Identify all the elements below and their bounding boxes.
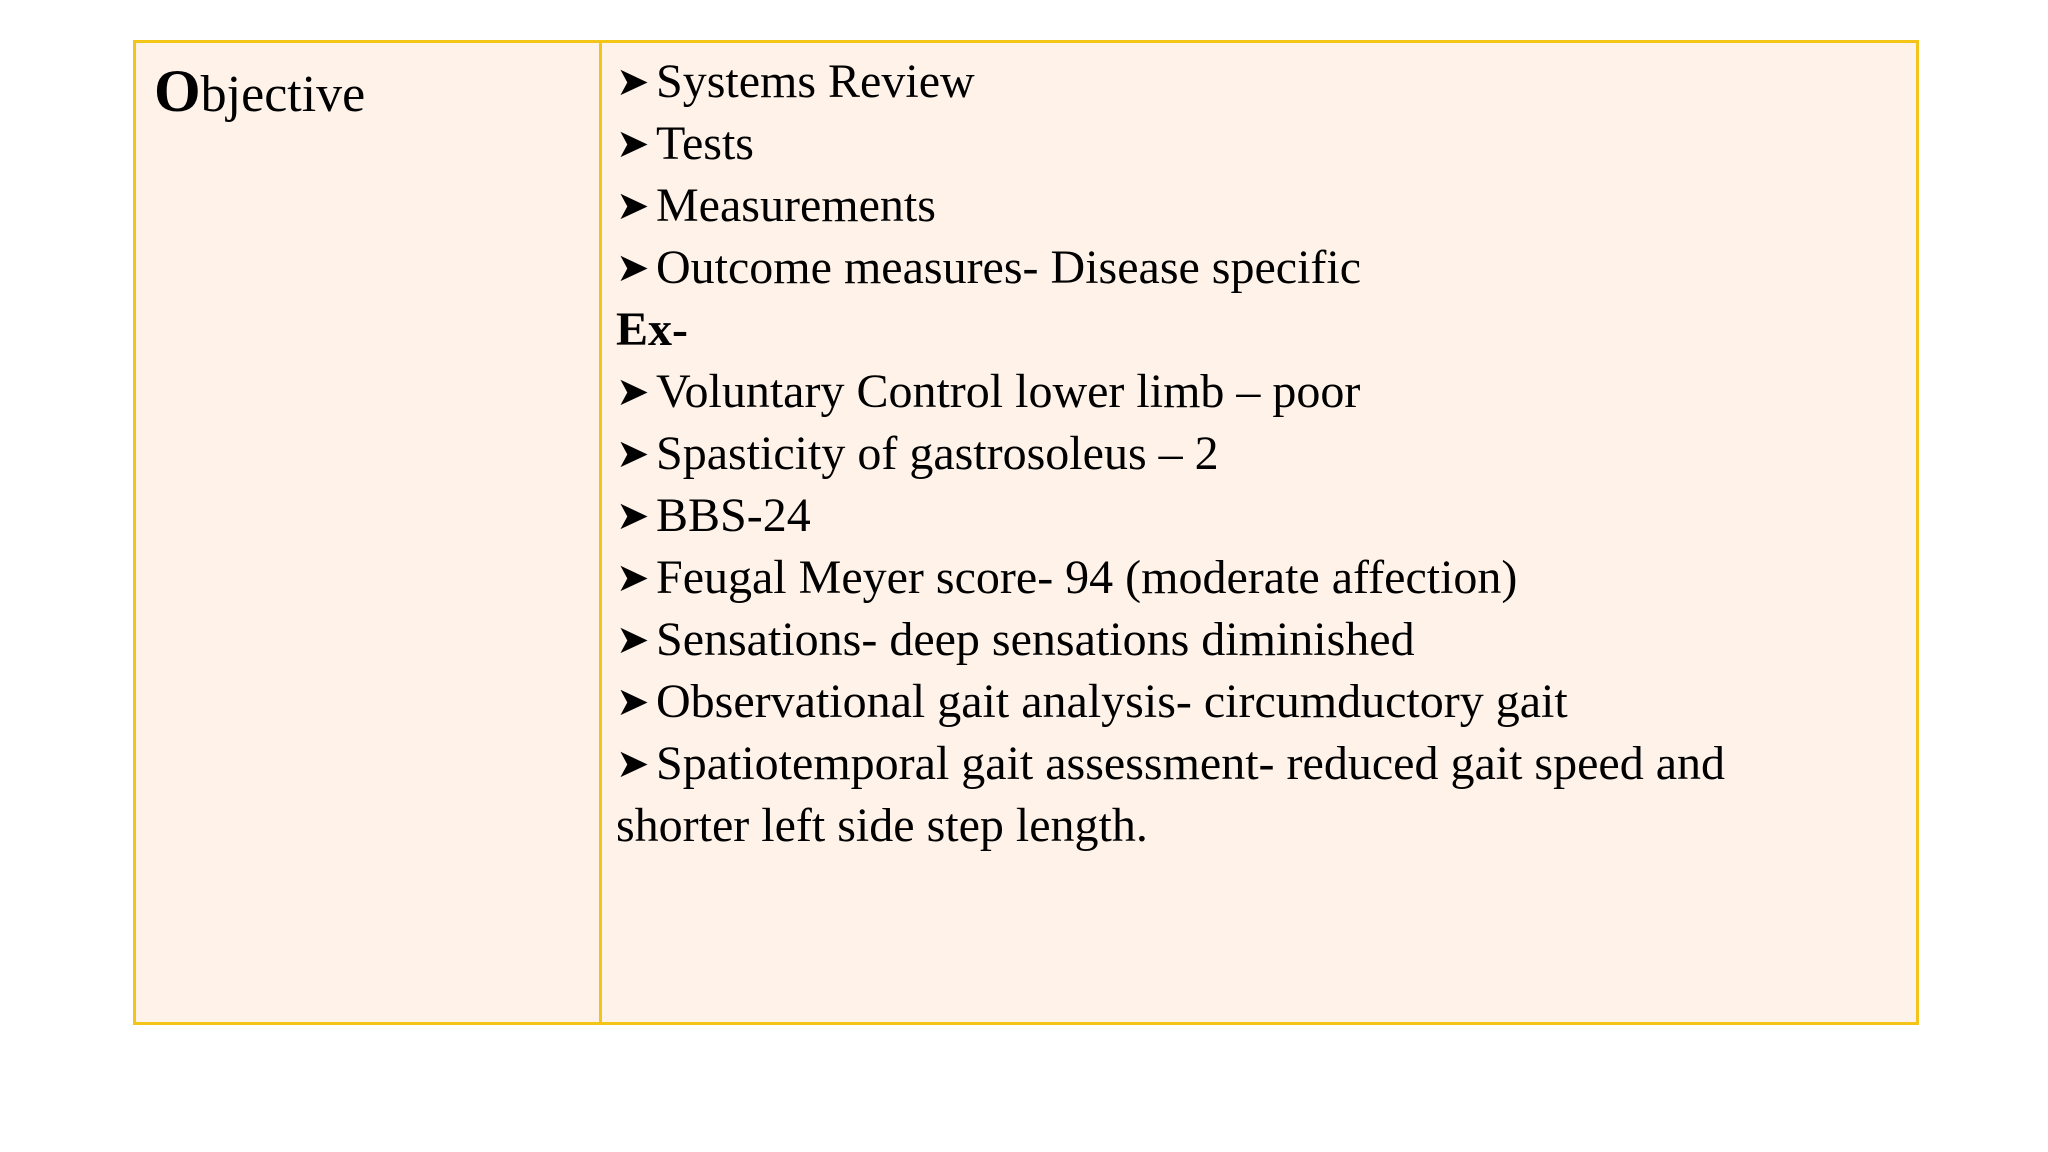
list-item xyxy=(616,423,1856,485)
list-item-text: Spasticity of gastrosoleus – 2 xyxy=(656,427,1219,480)
list-item-text: Sensations- deep sensations diminished xyxy=(656,613,1415,666)
arrow-bullet-icon: ➤ xyxy=(616,431,650,477)
list-item xyxy=(616,175,1856,237)
arrow-bullet-icon: ➤ xyxy=(616,121,650,167)
section-heading-initial: O xyxy=(154,58,201,124)
list-item-text: Measurements xyxy=(656,179,936,232)
list-item xyxy=(616,113,1856,175)
list-item-text: Outcome measures- Disease specific xyxy=(656,241,1362,294)
arrow-bullet-icon: ➤ xyxy=(616,679,650,725)
section-label-cell xyxy=(136,43,602,1022)
section-content-cell xyxy=(602,43,1916,1022)
list-item-text: Voluntary Control lower limb – poor xyxy=(656,365,1361,418)
arrow-bullet-icon: ➤ xyxy=(616,741,650,787)
list-item-text: Feugal Meyer score- 94 (moderate affection) xyxy=(656,551,1518,604)
arrow-bullet-icon: ➤ xyxy=(616,183,650,229)
list-item xyxy=(616,671,1856,733)
arrow-bullet-icon: ➤ xyxy=(616,617,650,663)
arrow-bullet-icon: ➤ xyxy=(616,245,650,291)
list-item-text: Tests xyxy=(656,117,754,170)
arrow-bullet-icon: ➤ xyxy=(616,493,650,539)
arrow-bullet-icon: ➤ xyxy=(616,369,650,415)
soap-table xyxy=(133,40,1919,1025)
section-heading xyxy=(154,55,599,127)
list-item xyxy=(616,609,1856,671)
list-item xyxy=(616,547,1856,609)
example-label: Ex- xyxy=(616,303,688,356)
arrow-bullet-icon: ➤ xyxy=(616,555,650,601)
list-item-text: BBS-24 xyxy=(656,489,811,542)
list-item xyxy=(616,237,1856,299)
list-item-text: Systems Review xyxy=(656,55,975,108)
list-item-text: Observational gait analysis- circumductory gait xyxy=(656,675,1568,728)
arrow-bullet-icon: ➤ xyxy=(616,59,650,105)
list-item xyxy=(616,733,1856,857)
list-item-text: Spatiotemporal gait assessment- reduced gait speed and shorter left side step length. xyxy=(616,737,1726,852)
list-item xyxy=(616,361,1856,423)
list-item xyxy=(616,51,1856,113)
list-item xyxy=(616,485,1856,547)
section-heading-rest: bjective xyxy=(200,66,366,123)
